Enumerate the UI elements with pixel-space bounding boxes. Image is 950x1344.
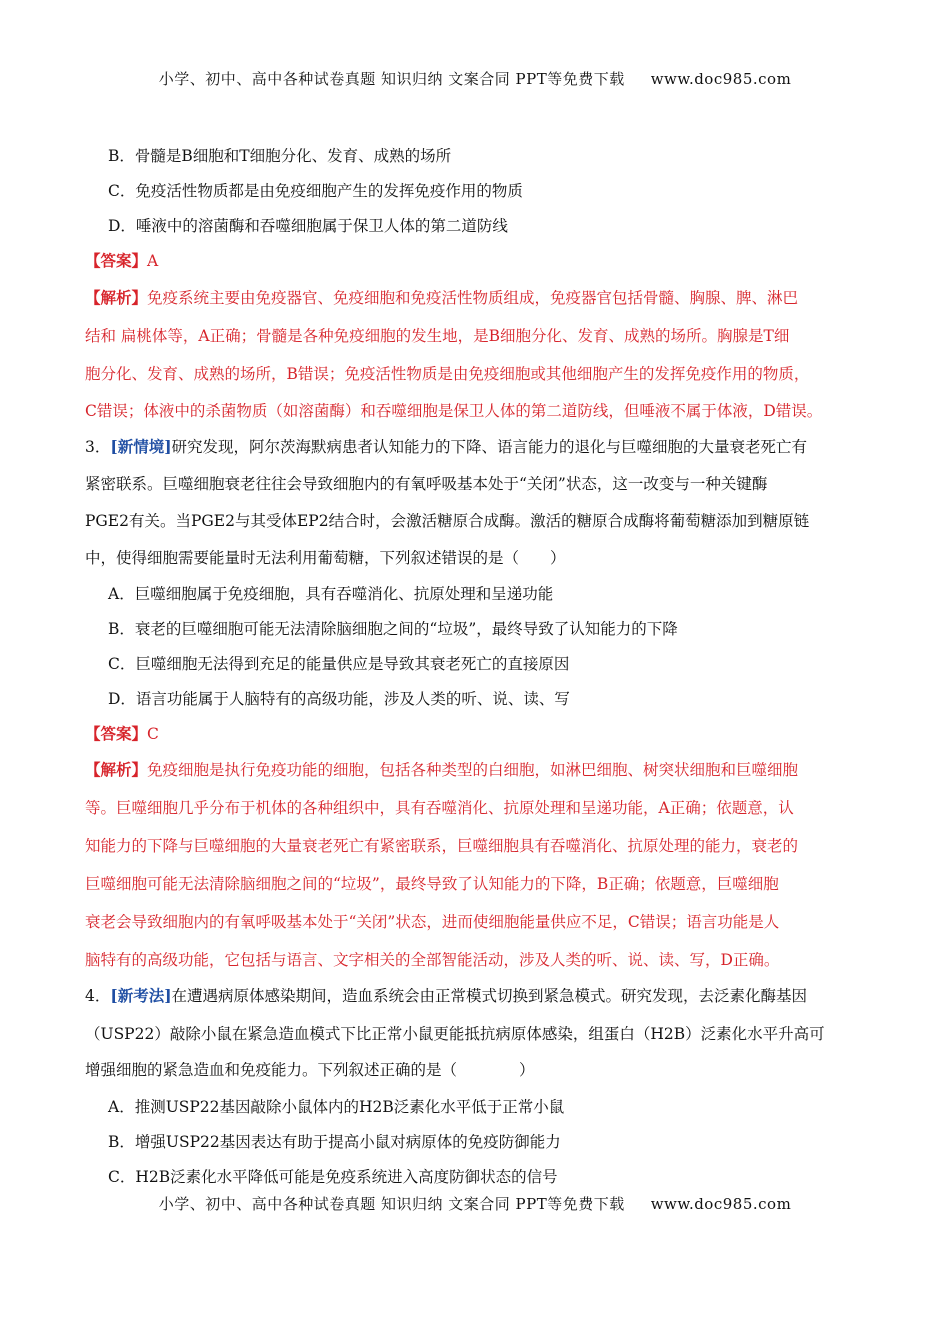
q4-stem-line-2: （USP22）敲除小鼠在紧急造血模式下比正常小鼠更能抵抗病原体感染，组蛋白（H2B）泛素化水平升高可 (85, 1025, 825, 1043)
header-text: 小学、初中、高中各种试卷真题 知识归纳 文案合同 PPT等免费下载 (158, 70, 625, 88)
q2-answer-value: A (147, 252, 159, 270)
q2-analysis-tag: 【解析】 (85, 288, 148, 307)
q4-option-c: C．H2B泛素化水平降低可能是免疫系统进入高度防御状态的信号 (108, 1168, 558, 1186)
q3-answer-tag: 【答案】 (85, 724, 148, 743)
q3-analysis-line-6: 脑特有的高级功能，它包括与语言、文字相关的全部智能活动，涉及人类的听、说、读、写，D正确。 (85, 951, 780, 969)
q3-option-a: A．巨噬细胞属于免疫细胞，具有吞噬消化、抗原处理和呈递功能 (108, 585, 554, 603)
q4-number: 4． (85, 987, 111, 1005)
q3-stem-line-4: 中，使得细胞需要能量时无法利用葡萄糖，下列叙述错误的是（ ） (85, 549, 566, 567)
q3-stem-line-3: PGE2有关。当PGE2与其受体EP2结合时，会激活糖原合成酶。激活的糖原合成酶将葡萄糖添加到糖原链 (85, 512, 810, 530)
q3-analysis-line-3: 知能力的下降与巨噬细胞的大量衰老死亡有紧密联系，巨噬细胞具有吞噬消化、抗原处理的能力，衰老的 (85, 837, 799, 855)
q4-stem-text-1: 在遭遇病原体感染期间，造血系统会由正常模式切换到紧急模式。研究发现，去泛素化酶基因 (171, 987, 808, 1005)
q3-analysis-line-1 (85, 760, 798, 780)
q2-analysis-line-1 (85, 288, 798, 308)
page-footer (0, 1193, 950, 1214)
q2-analysis-text-1: 免疫系统主要由免疫器官、免疫细胞和免疫活性物质组成，免疫器官包括骨髓、胸腺、脾、淋巴 (147, 289, 799, 307)
q4-option-b: B．增强USP22基因表达有助于提高小鼠对病原体的免疫防御能力 (108, 1133, 561, 1151)
q4-option-a: A．推测USP22基因敲除小鼠体内的H2B泛素化水平低于正常小鼠 (108, 1098, 565, 1116)
q3-option-b: B．衰老的巨噬细胞可能无法清除脑细胞之间的“垃圾”，最终导致了认知能力的下降 (108, 620, 678, 638)
q4-stem-line-1 (85, 986, 807, 1006)
q2-analysis-line-4: C错误；体液中的杀菌物质（如溶菌酶）和吞噬细胞是保卫人体的第二道防线，但唾液不属于体液，D错误。 (85, 402, 823, 420)
q2-analysis-line-3: 胞分化、发育、成熟的场所，B错误；免疫活性物质是由免疫细胞或其他细胞产生的发挥免疫作用的物质， (85, 365, 810, 383)
q2-option-c: C．免疫活性物质都是由免疫细胞产生的发挥免疫作用的物质 (108, 182, 523, 200)
q3-stem-text-1: 研究发现，阿尔茨海默病患者认知能力的下降、语言能力的退化与巨噬细胞的大量衰老死亡有 (171, 438, 808, 456)
q3-tag: [新情境] (110, 437, 172, 456)
q4-tag: [新考法] (110, 986, 172, 1005)
header-site: www.doc985.com (650, 70, 792, 88)
footer-text: 小学、初中、高中各种试卷真题 知识归纳 文案合同 PPT等免费下载 (158, 1195, 625, 1213)
q3-analysis-line-4: 巨噬细胞可能无法清除脑细胞之间的“垃圾”，最终导致了认知能力的下降，B正确；依题意，巨噬细胞 (85, 875, 779, 893)
q3-option-c: C．巨噬细胞无法得到充足的能量供应是导致其衰老死亡的直接原因 (108, 655, 570, 673)
q4-stem-line-3: 增强细胞的紧急造血和免疫能力。下列叙述正确的是（ ） (85, 1061, 535, 1079)
q3-answer (85, 724, 159, 744)
q3-analysis-line-2: 等。巨噬细胞几乎分布于机体的各种组织中，具有吞噬消化、抗原处理和呈递功能，A正确；依题意，认 (85, 799, 794, 817)
q3-answer-value: C (147, 725, 159, 743)
q2-option-b: B．骨髓是B细胞和T细胞分化、发育、成熟的场所 (108, 147, 452, 165)
footer-site: www.doc985.com (650, 1195, 792, 1213)
page-header (0, 68, 950, 89)
q2-answer (85, 251, 158, 271)
q3-stem-line-1 (85, 437, 807, 457)
q3-analysis-line-5: 衰老会导致细胞内的有氧呼吸基本处于“关闭”状态，进而使细胞能量供应不足，C错误；语言功能是人 (85, 913, 780, 931)
q3-analysis-tag: 【解析】 (85, 760, 148, 779)
q2-answer-tag: 【答案】 (85, 251, 148, 270)
q3-option-d: D．语言功能属于人脑特有的高级功能，涉及人类的听、说、读、写 (108, 690, 570, 708)
q2-analysis-line-2: 结和 扁桃体等，A正确；骨髓是各种免疫细胞的发生地，是B细胞分化、发育、成熟的场所。胸腺是T细 (85, 327, 790, 345)
q3-analysis-text-1: 免疫细胞是执行免疫功能的细胞，包括各种类型的白细胞，如淋巴细胞、树突状细胞和巨噬细胞 (147, 761, 799, 779)
q2-option-d: D．唾液中的溶菌酶和吞噬细胞属于保卫人体的第二道防线 (108, 217, 508, 235)
q3-number: 3． (85, 438, 111, 456)
q3-stem-line-2: 紧密联系。巨噬细胞衰老往往会导致细胞内的有氧呼吸基本处于“关闭”状态，这一改变与一种关键酶 (85, 475, 768, 493)
